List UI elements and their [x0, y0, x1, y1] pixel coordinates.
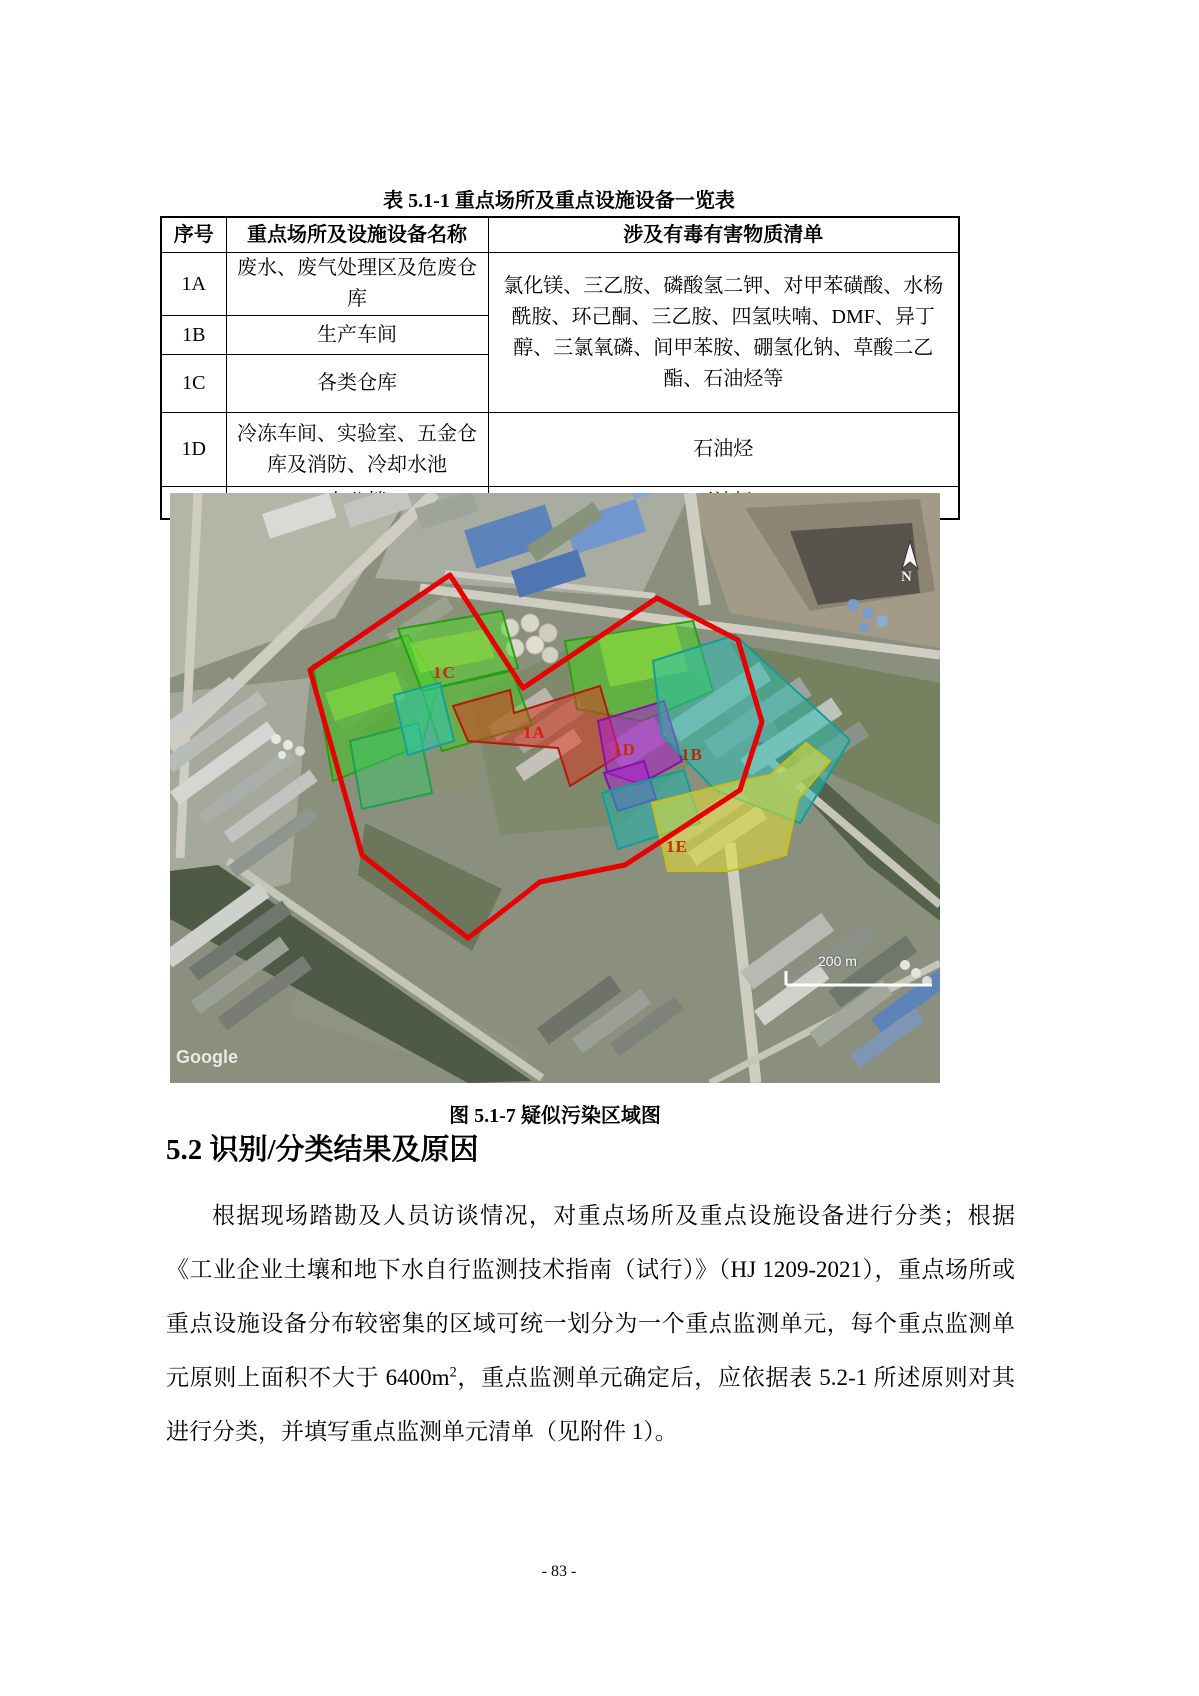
- scale-label: 200 m: [818, 953, 857, 969]
- table-row: [161, 413, 959, 487]
- cell-substances: 石油烃: [488, 413, 959, 487]
- table-title: 表 5.1-1 重点场所及重点设施设备一览表: [383, 190, 735, 212]
- cell-substances-merged: 氯化镁、三乙胺、磷酸氢二钾、对甲苯磺酸、水杨酰胺、环己酮、三乙胺、四氢呋喃、DMF、异丁醇、三氯氧磷、间甲苯胺、硼氢化钠、草酸二乙酯、石油烃等: [488, 253, 959, 413]
- table-row: [161, 253, 959, 316]
- north-label: N: [901, 569, 912, 585]
- cell-no: 1B: [161, 316, 226, 355]
- cell-name: 废水、废气处理区及危废仓库: [226, 253, 488, 316]
- zone-label-1a: 1A: [523, 723, 546, 742]
- cell-name: 各类仓库: [226, 355, 488, 413]
- paragraph-part1: 根据现场踏勘及人员访谈情况，对重点场所及重点设施设备进行分类；根据《工业企业土壤和地下水自行监测技术指南（试行）》（HJ 1209-2021），重点场所或重点设施设备分布较密集的区域可统一划分为一个重点监测单元，每个重点监测单元原则上面积不大于 6400m: [166, 1203, 1015, 1390]
- zone-label-1b: 1B: [681, 745, 703, 764]
- paragraph-part2: ，重点监测单元确定后，应依据表 5.2-1 所述原则对其进行分类，并填写重点监测单元清单（见附件 1）。: [166, 1365, 1015, 1444]
- paragraph-superscript: 2: [449, 1364, 457, 1381]
- map-watermark: Google: [176, 1047, 238, 1067]
- table-header-row: [161, 217, 959, 253]
- figure-caption: 图 5.1-7 疑似污染区域图: [449, 1105, 661, 1127]
- key-places-table: [160, 216, 960, 520]
- cell-no: 1C: [161, 355, 226, 413]
- page-number: - 83 -: [541, 1563, 577, 1580]
- section-heading: 5.2 识别/分类结果及原因: [166, 1134, 479, 1166]
- cell-no: 1D: [161, 413, 226, 487]
- zone-label-1e: 1E: [666, 837, 688, 856]
- body-paragraph: [166, 1189, 1015, 1459]
- satellite-map-svg: [170, 493, 940, 1083]
- zone-label-1c: 1C: [433, 663, 456, 682]
- header-no: 序号: [161, 217, 226, 253]
- cell-name: 生产车间: [226, 316, 488, 355]
- header-name: 重点场所及设施设备名称: [226, 217, 488, 253]
- header-substances: 涉及有毒有害物质清单: [488, 217, 959, 253]
- cell-no: 1A: [161, 253, 226, 316]
- cell-name: 冷冻车间、实验室、五金仓库及消防、冷却水池: [226, 413, 488, 487]
- satellite-map-figure: [170, 493, 940, 1083]
- zone-label-1d: 1D: [613, 740, 636, 759]
